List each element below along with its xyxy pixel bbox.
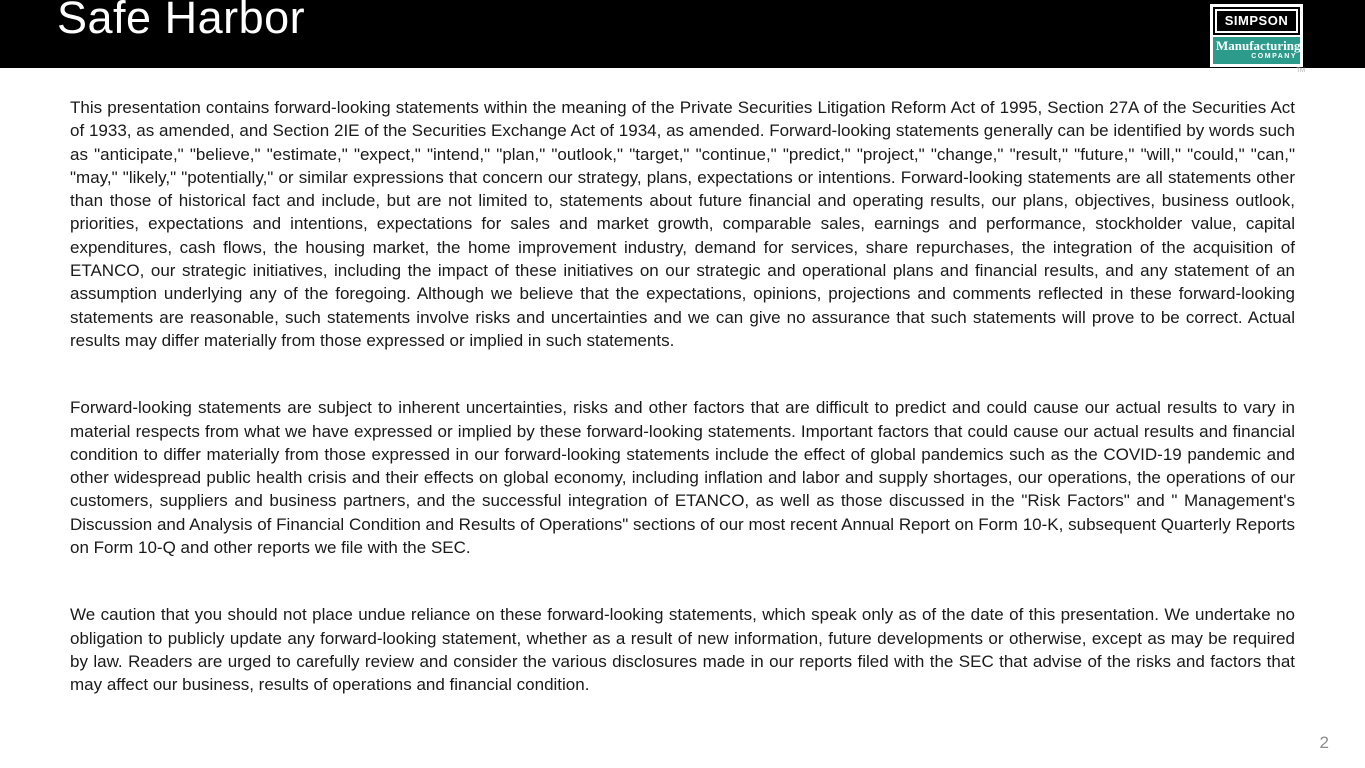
page-title: Safe Harbor: [57, 0, 306, 44]
paragraph-caution: We caution that you should not place undue reliance on these forward-looking statements, which speak only as of the date of this presentation. We undertake no obligation to publicly update any forward-looking statement, whether as a result of new information, future developments or otherwise, except as may be required by law. Readers are urged to carefully review and consider the various disclosures made in our reports filed with the SEC that advise of the risks and factors that may affect our business, results of operations and financial condition.: [70, 605, 1295, 695]
trademark-symbol: TM: [1296, 68, 1305, 74]
logo-manufacturing-text: Manufacturing: [1216, 38, 1301, 53]
logo-teal-panel: [1213, 37, 1300, 64]
logo-simpson-text: SIMPSON: [1215, 9, 1298, 33]
company-logo: [1210, 4, 1305, 74]
logo-company-text: COMPANY: [1251, 53, 1297, 60]
paragraph-forward-looking-definition: This presentation contains forward-looking statements within the meaning of the Private Securities Litigation Reform Act of 1995, Section 27A of the Securities Act of 1933, as amended, and Section 2IE of the Securities Exchange Act of 1934, as amended. Forward-looking statements generally can be identified by words such as "anticipate," "believe," "estimate," "expect," "intend," "plan," "outlook," "target," "continue," "predict," "project," "change," "result," "future," "will," "could," "can," "may," "likely," "potentially," or similar expressions that concern our strategy, plans, expectations or intentions. Forward-looking statements are all statements other than those of historical fact and include, but are not limited to, statements about future financial and operating results, our plans, objectives, business outlook, priorities, expectations and intentions, expectations for sales and market growth, comparable sales, earnings and performance, stockholder value, capital expenditures, cash flows, the housing market, the home improvement industry, demand for services, share repurchases, the integration of the acquisition of ETANCO, our strategic initiatives, including the impact of these initiatives on our strategic and operational plans and financial results, and any statement of an assumption underlying any of the foregoing. Although we believe that the expectations, opinions, projections and comments reflected in these forward-looking statements are reasonable, such statements involve risks and uncertainties and we can give no assurance that such statements will prove to be correct. Actual results may differ materially from those expressed or implied in such statements.: [70, 98, 1295, 350]
slide-header: [0, 0, 1365, 74]
paragraph-risk-factors: Forward-looking statements are subject to inherent uncertainties, risks and other factors that are difficult to predict and could cause our actual results to vary in material respects from what we have expressed or implied by these forward-looking statements. Important factors that could cause our actual results and financial condition to differ materially from those expressed in our forward-looking statements include the effect of global pandemics such as the COVID-19 pandemic and other widespread public health crisis and their effects on global economy, including inflation and labor and supply shortages, our operations, the operations of our customers, suppliers and business partners, and the successful integration of ETANCO, as well as those discussed in the "Risk Factors" and " Management's Discussion and Analysis of Financial Condition and Results of Operations" sections of our most recent Annual Report on Form 10-K, subsequent Quarterly Reports on Form 10-Q and other reports we file with the SEC.: [70, 398, 1295, 558]
logo-top-panel: [1213, 7, 1300, 35]
page-number: 2: [1319, 733, 1329, 752]
slide-body: [0, 68, 1365, 697]
